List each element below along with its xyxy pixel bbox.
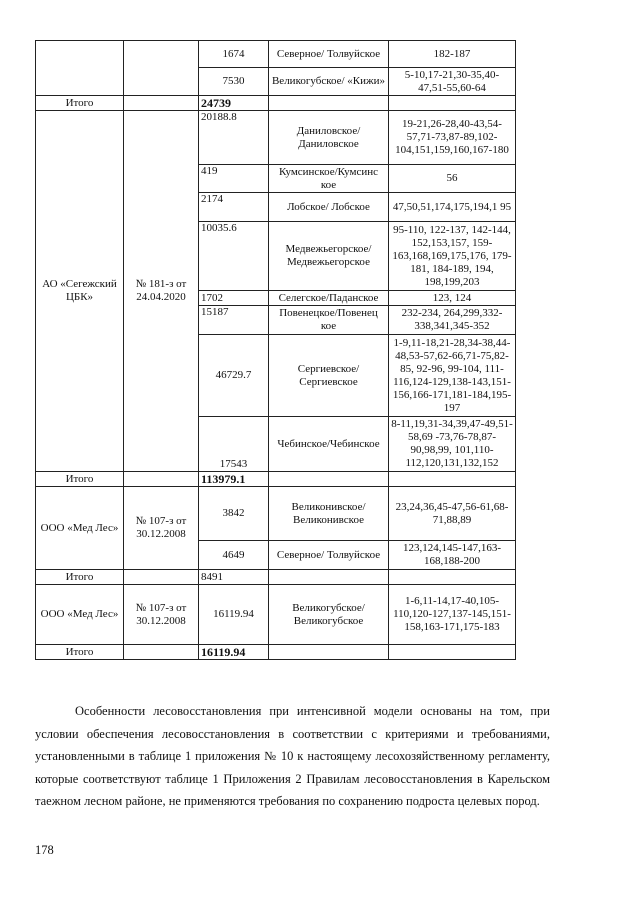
empty-cell (124, 570, 199, 585)
forestry-cell: Медвежьегорское/ Медвежьегорское (269, 222, 389, 291)
forestry-cell: Северное/ Толвуйское (269, 41, 389, 68)
table-row (36, 41, 516, 68)
lessee-cell: АО «Сегежский ЦБК» (36, 111, 124, 472)
empty-cell (124, 472, 199, 487)
body-paragraph: Особенности лесовосстановления при интенсивной модели основаны на том, при условии обеспечения лесовосстановления в соответствии с критериями и требованиями, установленными в таблице 1 приложения № 10 к настоящему лесохозяйственному регламенту, которые соответствуют таблице 1 Приложения 2 Правилам лесовосстановления в Карельском таежном лесном районе, не применяются требования по сохранению подроста целевых пород. (35, 704, 550, 808)
forestry-cell: Селегское/Паданское (269, 291, 389, 306)
total-label: Итого (36, 472, 124, 487)
total-value: 16119.94 (199, 645, 269, 660)
total-row (36, 472, 516, 487)
area-cell: 2174 (199, 193, 269, 222)
contract-cell: № 107-з от 30.12.2008 (124, 487, 199, 570)
forestry-cell: Чебинское/Чебинское (269, 417, 389, 472)
quarters-cell: 123,124,145-147,163-168,188-200 (389, 541, 516, 570)
forest-lease-table (35, 40, 516, 660)
area-cell: 1674 (199, 41, 269, 68)
quarters-cell: 232-234, 264,299,332-338,341,345-352 (389, 306, 516, 335)
empty-cell (269, 472, 389, 487)
empty-cell (389, 570, 516, 585)
forestry-cell: Великонивское/ Великонивское (269, 487, 389, 541)
quarters-cell: 8-11,19,31-34,39,47-49,51-58,69 -73,76-78,87-90,98,99, 101,110-112,120,131,132,152 (389, 417, 516, 472)
quarters-cell: 1-9,11-18,21-28,34-38,44-48,53-57,62-66,71-75,82-85, 92-96, 99-104, 111-116,124-129,138-143,151-156,166-171,181-184,195-197 (389, 335, 516, 417)
contract-cell: № 181-з от 24.04.2020 (124, 111, 199, 472)
quarters-cell: 95-110, 122-137, 142-144, 152,153,157, 159-163,168,169,175,176, 179-181, 184-189, 194, 198,199,203 (389, 222, 516, 291)
area-cell: 46729.7 (199, 335, 269, 417)
forestry-cell: Кумсинское/Кумсинс кое (269, 165, 389, 193)
area-cell: 419 (199, 165, 269, 193)
empty-cell (124, 645, 199, 660)
empty-cell (124, 96, 199, 111)
forestry-cell: Даниловское/ Даниловское (269, 111, 389, 165)
quarters-cell: 123, 124 (389, 291, 516, 306)
total-row (36, 96, 516, 111)
quarters-cell: 1-6,11-14,17-40,105-110,120-127,137-145,151-158,163-171,175-183 (389, 585, 516, 645)
quarters-cell: 182-187 (389, 41, 516, 68)
area-cell: 3842 (199, 487, 269, 541)
forestry-cell: Великогубское/ Великогубское (269, 585, 389, 645)
table-row (36, 585, 516, 645)
area-cell: 10035.6 (199, 222, 269, 291)
total-value: 8491 (199, 570, 269, 585)
forestry-cell: Лобское/ Лобское (269, 193, 389, 222)
area-cell: 4649 (199, 541, 269, 570)
total-row (36, 570, 516, 585)
quarters-cell: 23,24,36,45-47,56-61,68-71,88,89 (389, 487, 516, 541)
table-row (36, 111, 516, 165)
total-label: Итого (36, 645, 124, 660)
forestry-cell: Повенецкое/Повенец кое (269, 306, 389, 335)
empty-cell (389, 472, 516, 487)
total-label: Итого (36, 570, 124, 585)
area-cell: 7530 (199, 68, 269, 96)
area-cell: 15187 (199, 306, 269, 335)
area-cell: 1702 (199, 291, 269, 306)
quarters-cell: 56 (389, 165, 516, 193)
contract-cell: № 107-з от 30.12.2008 (124, 585, 199, 645)
quarters-cell: 47,50,51,174,175,194,1 95 (389, 193, 516, 222)
total-label: Итого (36, 96, 124, 111)
page-number: 178 (35, 843, 54, 857)
total-row (36, 645, 516, 660)
forestry-cell: Северное/ Толвуйское (269, 541, 389, 570)
empty-cell (389, 96, 516, 111)
empty-cell (269, 570, 389, 585)
forestry-cell: Великогубское/ «Кижи» (269, 68, 389, 96)
total-value: 24739 (199, 96, 269, 111)
quarters-cell: 19-21,26-28,40-43,54-57,71-73,87-89,102-104,151,159,160,167-180 (389, 111, 516, 165)
lessee-cell: ООО «Мед Лес» (36, 585, 124, 645)
forestry-cell: Сергиевское/ Сергиевское (269, 335, 389, 417)
total-value: 113979.1 (199, 472, 269, 487)
table-row (36, 487, 516, 541)
contract-cell (124, 41, 199, 96)
lessee-cell: ООО «Мед Лес» (36, 487, 124, 570)
lessee-cell (36, 41, 124, 96)
empty-cell (269, 645, 389, 660)
area-cell: 20188.8 (199, 111, 269, 165)
empty-cell (269, 96, 389, 111)
area-cell: 16119.94 (199, 585, 269, 645)
area-cell: 17543 (199, 417, 269, 472)
quarters-cell: 5-10,17-21,30-35,40-47,51-55,60-64 (389, 68, 516, 96)
empty-cell (389, 645, 516, 660)
